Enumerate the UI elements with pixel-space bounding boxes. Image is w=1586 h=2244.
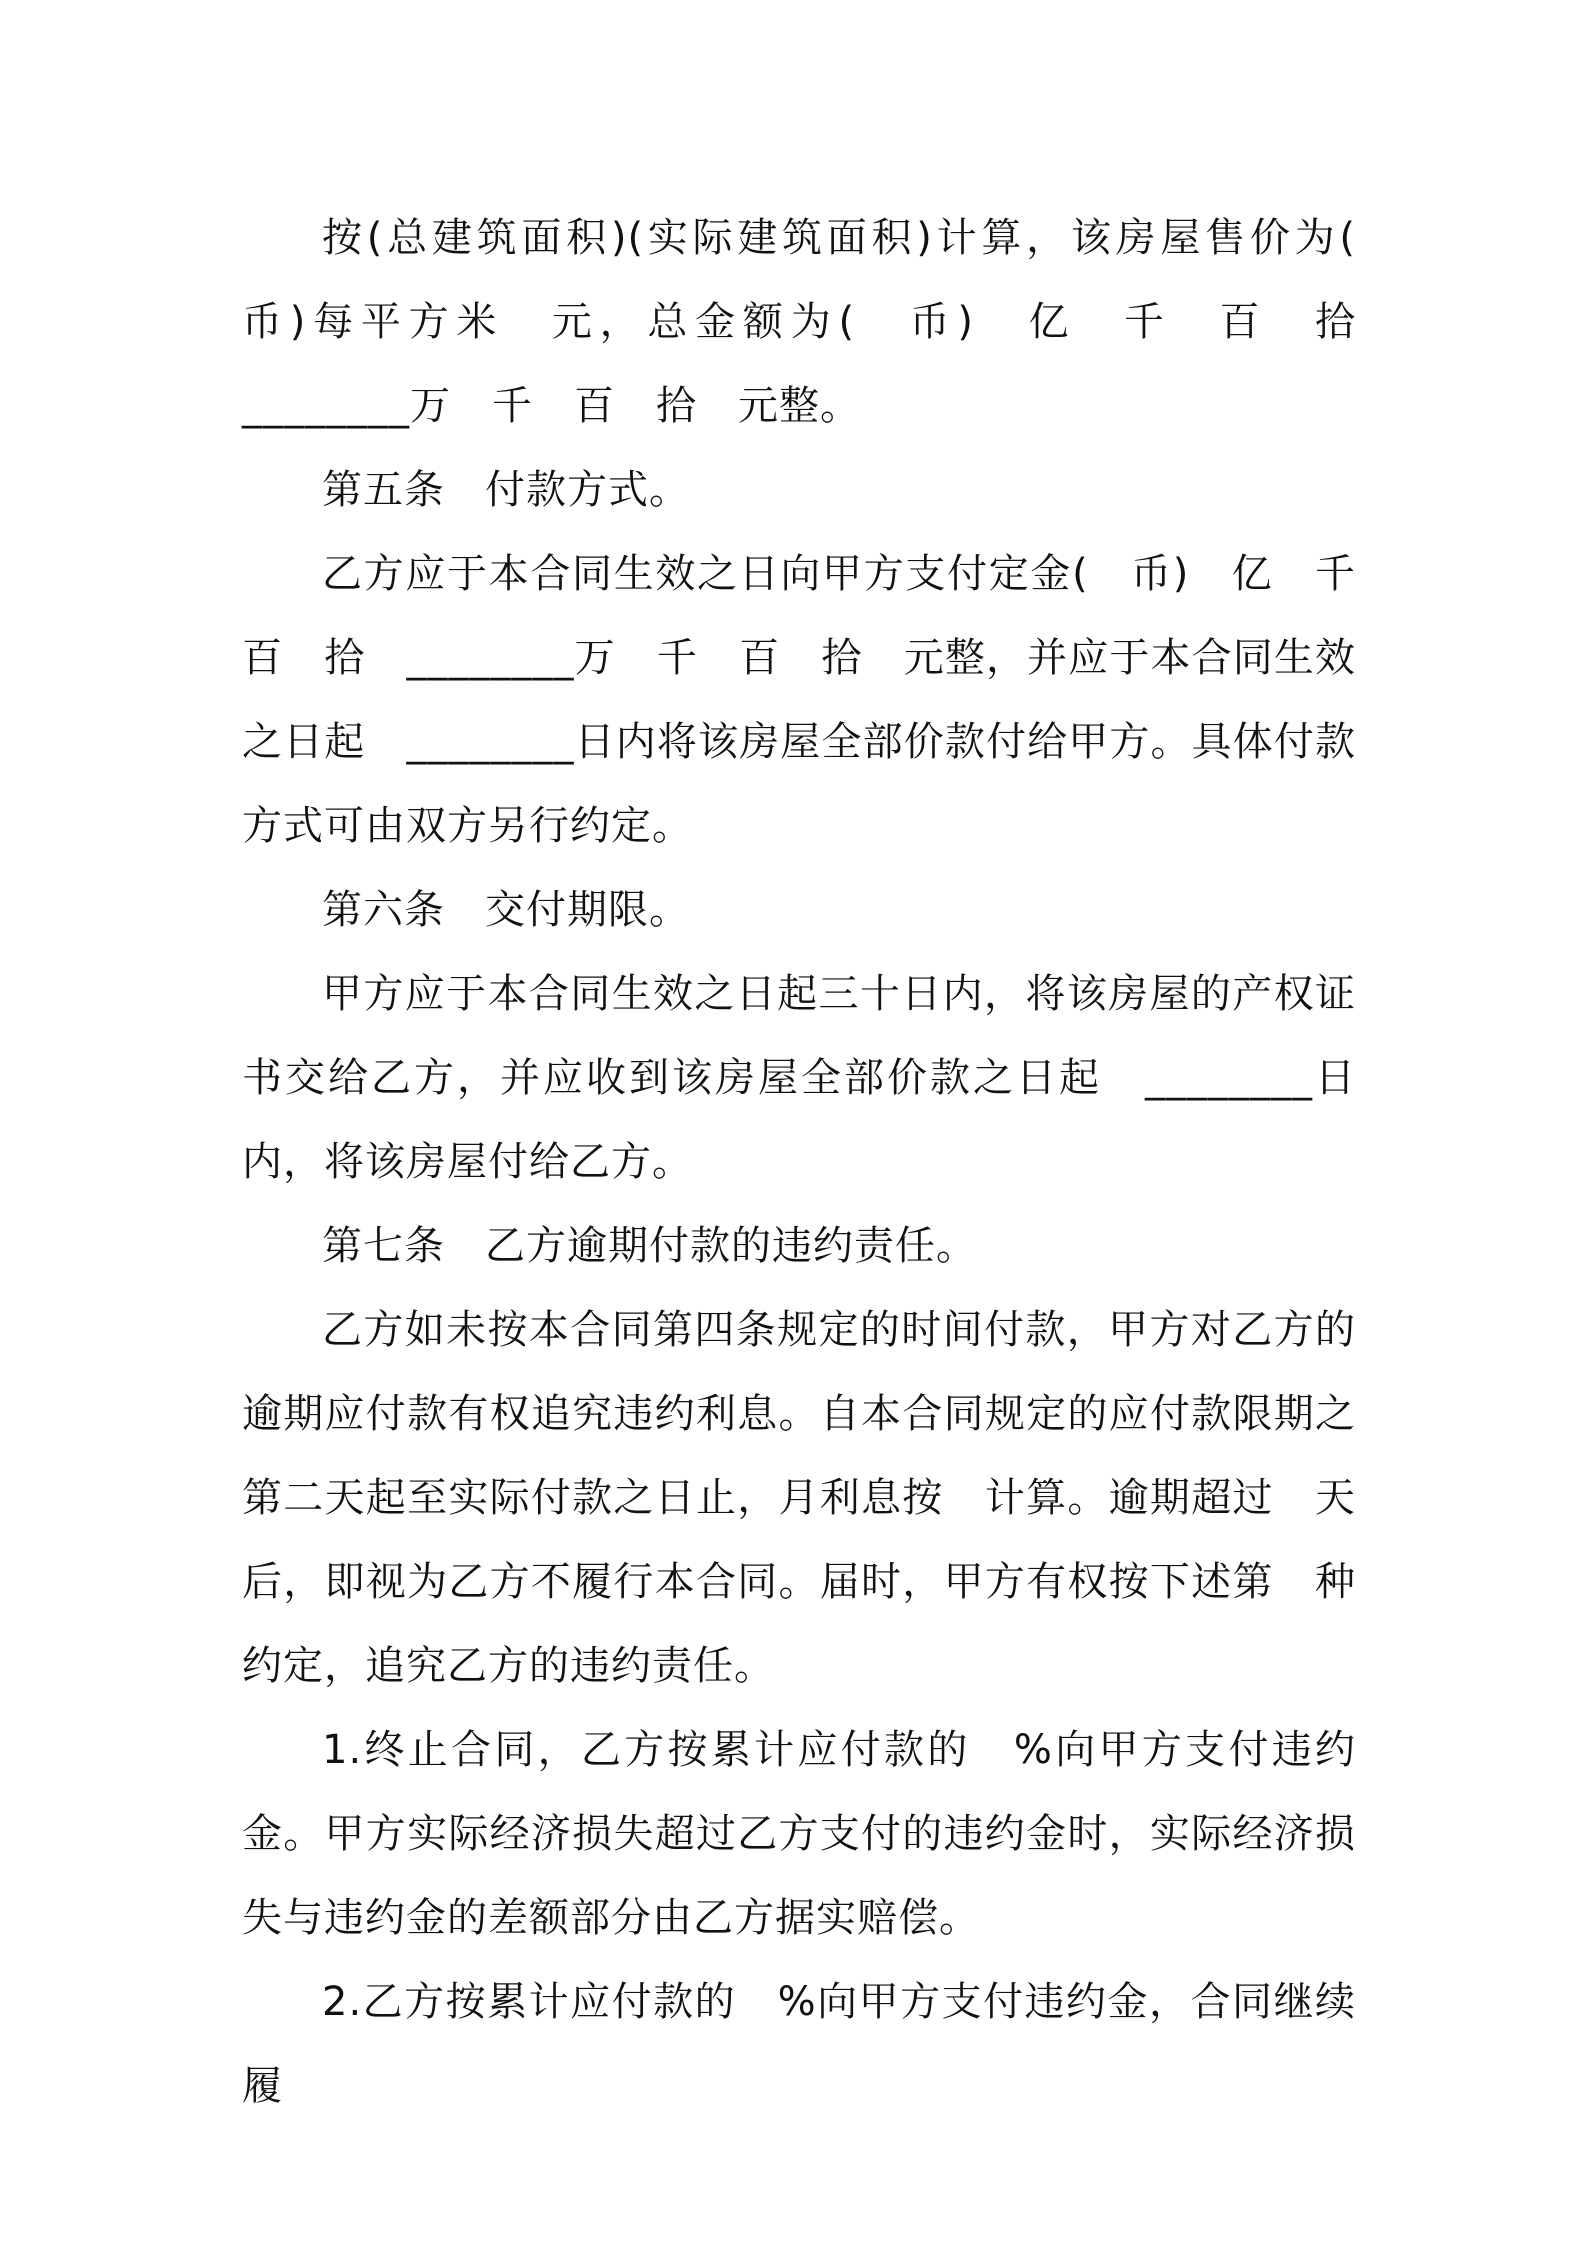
article-6-number: 第六条: [322, 887, 445, 933]
price-paragraph: 按(总建筑面积)(实际建筑面积)计算，该房屋售价为( 币)每平方米 元，总金额为( 币) 亿 千 百 拾 ________万 千 百 拾 元整。: [242, 215, 1397, 429]
article-6-title: 交付期限。: [485, 887, 690, 933]
article-7-number: 第七条: [322, 1223, 445, 1269]
article-6-heading: [242, 868, 1356, 952]
article-7-title: 乙方逾期付款的违约责任。: [485, 1223, 977, 1269]
article-7-heading: [242, 1204, 1356, 1288]
document-body: [242, 196, 1397, 2128]
article-5-paragraph: 乙方应于本合同生效之日向甲方支付定金( 币) 亿 千 百 拾 ________万 千 百 拾 元整，并应于本合同生效之日起 ________日内将该房屋全部价款付给甲方。具体付款方式可由双方另行约定。: [242, 551, 1397, 849]
article-5-heading: [242, 448, 1356, 532]
article-5-title: 付款方式。: [485, 467, 690, 513]
list-item-1-paragraph: 1.终止合同，乙方按累计应付款的 %向甲方支付违约金。甲方实际经济损失超过乙方支付的违约金时，实际经济损失与违约金的差额部分由乙方据实赔偿。: [242, 1727, 1356, 1941]
article-5-number: 第五条: [322, 467, 445, 513]
list-item-2-paragraph: 2.乙方按累计应付款的 %向甲方支付违约金，合同继续履: [242, 1979, 1356, 2109]
article-6-paragraph: 甲方应于本合同生效之日起三十日内，将该房屋的产权证书交给乙方，并应收到该房屋全部价款之日起 ________日内，将该房屋付给乙方。: [242, 971, 1356, 1185]
article-7-paragraph: 乙方如未按本合同第四条规定的时间付款，甲方对乙方的逾期应付款有权追究违约利息。自本合同规定的应付款限期之第二天起至实际付款之日止，月利息按 计算。逾期超过 天后，即视为乙方不履行本合同。届时，甲方有权按下述第 种约定，追究乙方的违约责任。: [242, 1307, 1356, 1689]
